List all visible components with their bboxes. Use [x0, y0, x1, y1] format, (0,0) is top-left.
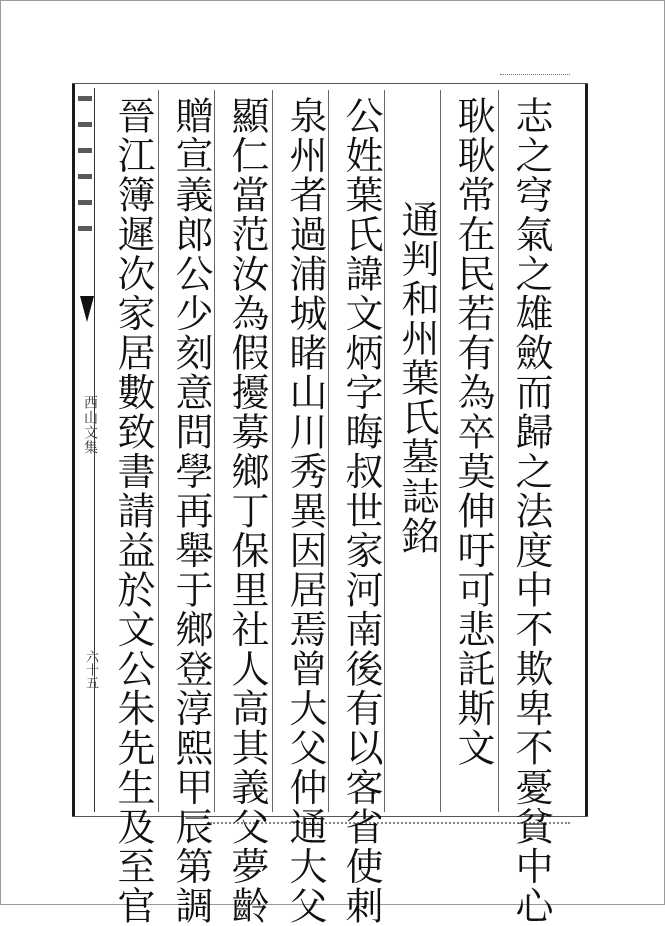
column-rule	[440, 90, 441, 812]
column-rule	[214, 90, 215, 812]
fishtail-ornament-bottom	[80, 296, 94, 322]
text-column-8: 晉江簿遲次家居數致書請益於文公朱先生及至官	[111, 96, 155, 926]
text-column-7: 贈宣義郎公少刻意問學再舉于鄉登淳熙甲辰第調	[169, 96, 213, 926]
column-rule	[384, 90, 385, 812]
text-column-4: 公姓葉氏諱文炳字晦叔世家河南後有以客省使刺	[339, 96, 383, 926]
margin-book-title: 西山文集	[82, 395, 98, 455]
margin-leaf-number: 六十五	[83, 650, 98, 689]
text-column-6: 顯仁當范汝為假擾募鄉丁保里社人高其義父夢齡	[225, 96, 269, 926]
text-column-2: 耿耿常在民若有為卒莫伸吁可悲託斯文	[451, 96, 495, 768]
text-column-1: 志之穹氣之雄斂而歸之法度中不欺卑不憂貧中心	[509, 96, 553, 926]
column-rule	[498, 90, 499, 812]
text-column-5: 泉州者過浦城睹山川秀異因居焉曾大父仲通大父	[283, 96, 327, 926]
column-rule	[158, 90, 159, 812]
fishtail-ornament-top	[78, 96, 92, 252]
print-specks-top	[500, 74, 570, 81]
column-rule	[328, 90, 329, 812]
epitaph-title: 通判和州葉氏墓誌銘	[395, 200, 439, 556]
column-rule	[272, 90, 273, 812]
